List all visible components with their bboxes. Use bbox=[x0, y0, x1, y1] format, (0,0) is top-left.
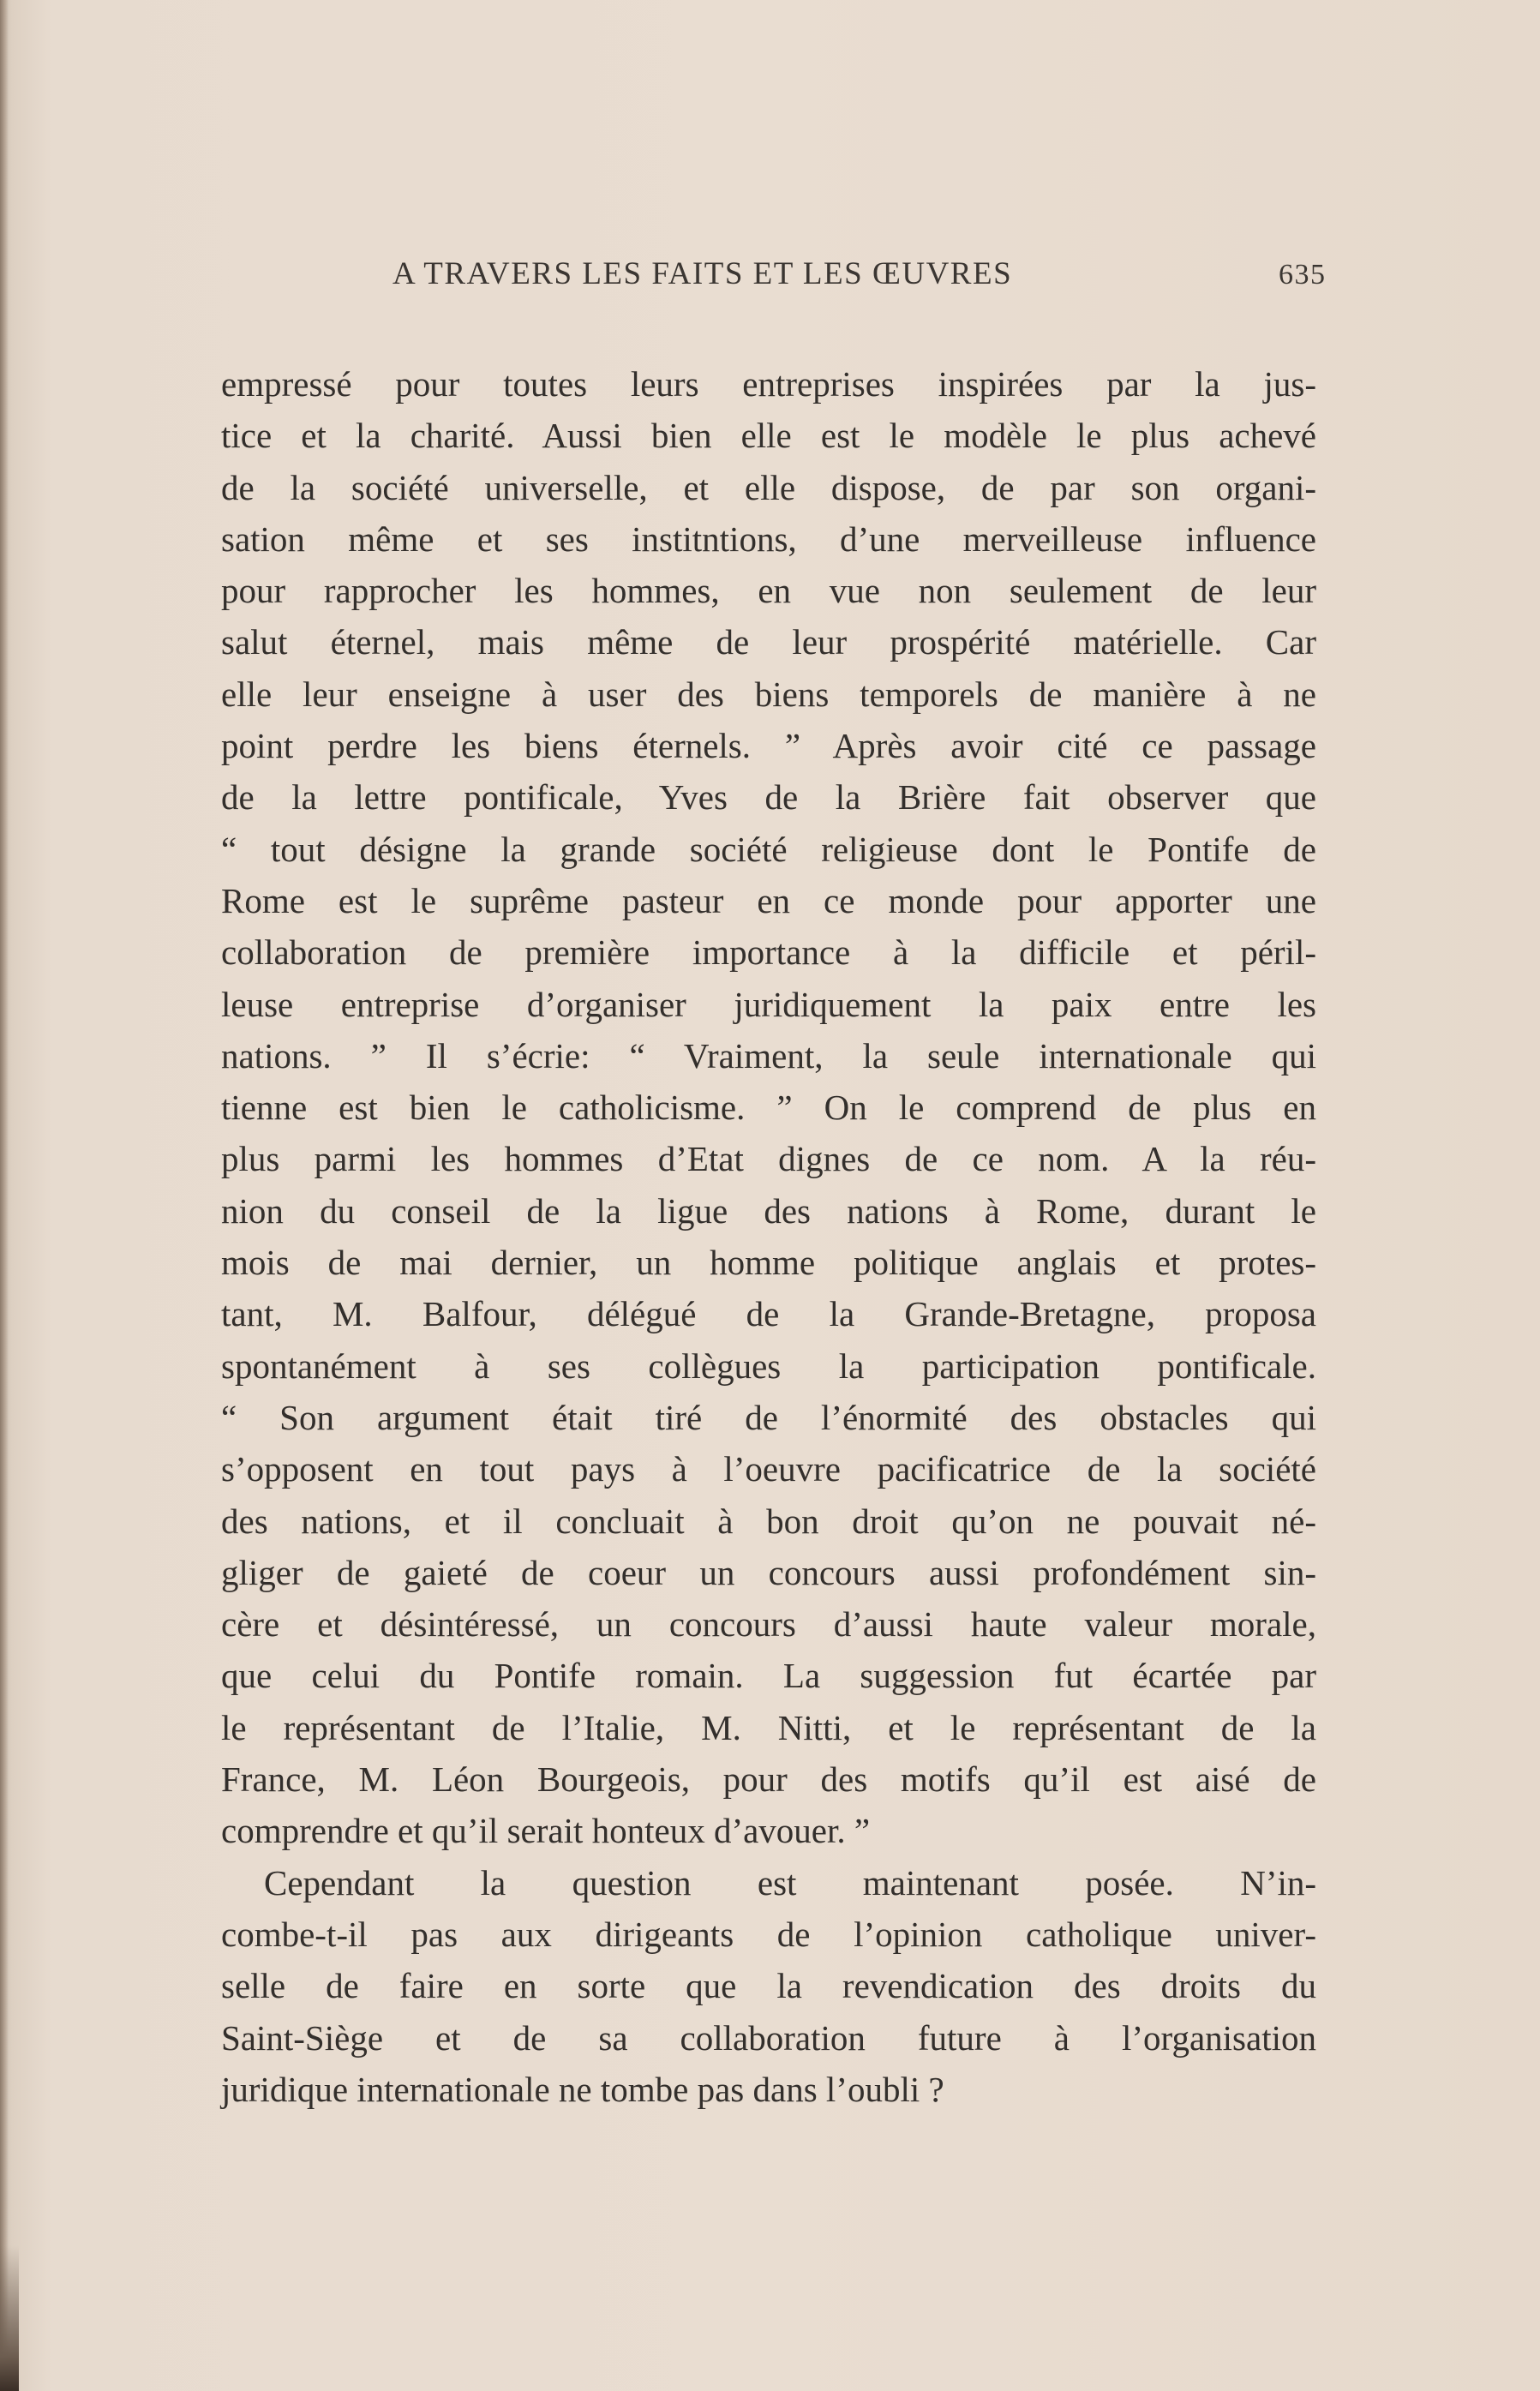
running-title: A TRAVERS LES FAITS ET LES ŒUVRES bbox=[392, 256, 1013, 291]
text-line: mois de mai dernier, un homme politique anglais et protes- bbox=[221, 1243, 1316, 1283]
text-line: nion du conseil de la ligue des nations à Rome, durant le bbox=[221, 1190, 1316, 1231]
text-line: sation même et ses institntions, d’une merveilleuse influence bbox=[221, 518, 1316, 559]
text-line: salut éternel, mais même de leur prospérité matérielle. Car bbox=[221, 622, 1316, 662]
page-number: 635 bbox=[1279, 259, 1327, 291]
text-line: s’opposent en tout pays à l’oeuvre pacificatrice de la société bbox=[221, 1449, 1316, 1489]
text-line: de la lettre pontificale, Yves de la Brière fait observer que bbox=[221, 777, 1316, 818]
paragraph bbox=[221, 1857, 1316, 2115]
text-line: France, M. Léon Bourgeois, pour des motifs qu’il est aisé de bbox=[221, 1759, 1316, 1800]
text-line: tant, M. Balfour, délégué de la Grande-Bretagne, proposa bbox=[221, 1294, 1316, 1334]
text-line: collaboration de première importance à la difficile et péril- bbox=[221, 932, 1316, 973]
text-line: “ Son argument était tiré de l’énormité des obstacles qui bbox=[221, 1397, 1316, 1437]
text-line: spontanément à ses collègues la participation pontificale. bbox=[221, 1345, 1316, 1386]
text-line: Rome est le suprême pasteur en ce monde pour apporter une bbox=[221, 880, 1316, 920]
text-line: que celui du Pontife romain. La suggession fut écartée par bbox=[221, 1656, 1316, 1696]
text-line: empressé pour toutes leurs entreprises inspirées par la jus- bbox=[221, 364, 1316, 404]
text-line: selle de faire en sorte que la revendication des droits du bbox=[221, 1966, 1316, 2006]
text-line: leuse entreprise d’organiser juridiquement la paix entre les bbox=[221, 984, 1316, 1024]
text-line: “ tout désigne la grande société religieuse dont le Pontife de bbox=[221, 829, 1316, 869]
running-header bbox=[392, 255, 1335, 292]
text-line: juridique internationale ne tombe pas dans l’oubli ? bbox=[221, 2069, 944, 2109]
paragraph bbox=[221, 358, 1316, 1857]
text-line: combe-t-il pas aux dirigeants de l’opinion catholique univer- bbox=[221, 1914, 1316, 1954]
text-line: des nations, et il concluait à bon droit qu’on ne pouvait né- bbox=[221, 1501, 1316, 1541]
text-line: tienne est bien le catholicisme. ” On le comprend de plus en bbox=[221, 1088, 1316, 1128]
body-text bbox=[221, 358, 1316, 2115]
text-line: le représentant de l’Italie, M. Nitti, et le représentant de la bbox=[221, 1707, 1316, 1747]
page-gutter-shadow bbox=[0, 0, 9, 2391]
text-line: point perdre les biens éternels. ” Après avoir cité ce passage bbox=[221, 726, 1316, 766]
text-line: pour rapprocher les hommes, en vue non seulement de leur bbox=[221, 571, 1316, 611]
text-line: cère et désintéressé, un concours d’aussi haute valeur morale, bbox=[221, 1604, 1316, 1645]
text-line: de la société universelle, et elle dispose, de par son organi- bbox=[221, 467, 1316, 507]
page-corner-shadow bbox=[0, 2245, 19, 2391]
text-line: gliger de gaieté de coeur un concours aussi profondément sin- bbox=[221, 1552, 1316, 1592]
text-line: elle leur enseigne à user des biens temporels de manière à ne bbox=[221, 674, 1316, 714]
text-line: Cependant la question est maintenant posée. N’in- bbox=[264, 1862, 1316, 1903]
text-line: Saint-Siège et de sa collaboration future à l’organisation bbox=[221, 2017, 1316, 2058]
text-line: nations. ” Il s’écrie: “ Vraiment, la seule internationale qui bbox=[221, 1035, 1316, 1076]
text-line: comprendre et qu’il serait honteux d’avouer. ” bbox=[221, 1811, 871, 1851]
text-line: plus parmi les hommes d’Etat dignes de ce nom. A la réu- bbox=[221, 1139, 1316, 1179]
text-line: tice et la charité. Aussi bien elle est le modèle le plus achevé bbox=[221, 416, 1316, 456]
